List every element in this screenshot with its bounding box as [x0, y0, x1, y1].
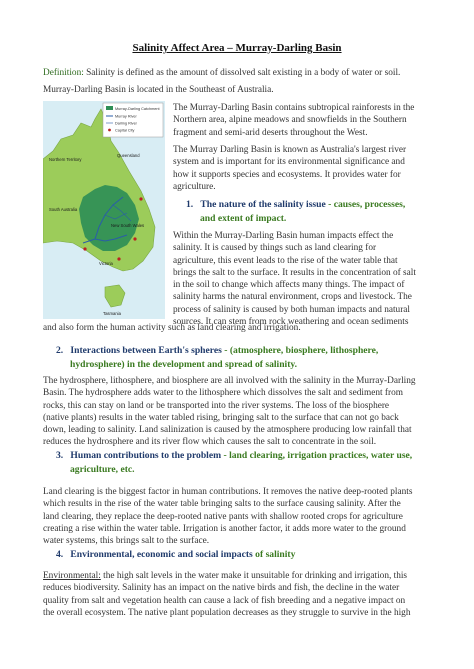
- map-label: Victoria: [99, 261, 113, 266]
- text-line: system and is important for its environmental significance and: [173, 157, 405, 168]
- section-4-paragraph: [43, 570, 410, 619]
- capital-city-dot: [117, 257, 120, 260]
- definition-text: Salinity is defined as the amount of dissolved salt existing in a body of water or soil.: [83, 68, 401, 78]
- text-line: agriculture.: [173, 181, 216, 192]
- section-title: Environmental, economic and social impacts: [70, 549, 253, 560]
- text-line: The hydrosphere, lithosphere, and biosphere are all involved with the salinity in the Murray-Darling: [43, 376, 416, 386]
- section-number: 3.: [56, 450, 64, 461]
- capital-city-dot: [139, 197, 142, 200]
- legend-swatch-capital: [108, 129, 111, 132]
- text-line: which results in the rise of the water table bringing salts to the surface causing salinity. After the: [43, 499, 401, 510]
- map-label: Queensland: [117, 153, 140, 158]
- section-2-paragraph: [43, 375, 416, 449]
- text-line: fragment and semi-arid deserts throughout the West.: [173, 127, 368, 138]
- section-3-paragraph: [43, 486, 412, 547]
- section-3-heading: [56, 449, 412, 476]
- section-subtitle: and extent of impact.: [200, 212, 287, 224]
- legend-label: Darling River: [115, 121, 137, 126]
- text-line: the high salt levels in the water make it unsuitable for drinking and irrigation, this: [100, 571, 408, 581]
- text-line: The Murray-Darling Basin contains subtropical rainforests in the: [173, 103, 415, 113]
- basin-paragraph: [173, 102, 414, 139]
- text-line: rocks, this can stay on land or be transported into the river systems. The loss of the biosphere: [43, 400, 390, 411]
- map-label: New South Wales: [111, 223, 145, 228]
- map-label: Northern Territory: [49, 157, 82, 162]
- text-line: down, leading to salinity. Land salinization is caused by the atmosphere producing low rainfall that: [43, 425, 412, 436]
- section-subtitle: - land clearing, irrigation practices, water use,: [221, 450, 413, 461]
- section-1-paragraph: [173, 230, 416, 328]
- section-subtitle: - (atmosphere, biosphere, lithosphere,: [221, 345, 379, 356]
- text-line: brings the salt to the surface. It results in the concentration of salt: [173, 267, 416, 278]
- section-subtitle: agriculture, etc.: [70, 463, 135, 475]
- definition-paragraph: [43, 67, 400, 79]
- definition-label: Definition:: [43, 68, 84, 78]
- text-line: Northern area, alpine meadows and snowfields in the Southern: [173, 115, 407, 126]
- river-paragraph: [173, 144, 406, 193]
- legend-label: Capital City: [115, 128, 135, 133]
- text-line: creating a rise within the water table. Irrigation is another factor, it adds more water to the ground: [43, 523, 406, 534]
- section-title: Human contributions to the problem: [70, 450, 222, 461]
- section-1-paragraph-end: and also form the human activity such as land clearing and irrigation.: [43, 323, 301, 333]
- section-2-heading: [56, 344, 378, 371]
- section-number: 4.: [56, 549, 64, 560]
- section-number: 1.: [186, 199, 194, 210]
- section-number: 2.: [56, 345, 64, 356]
- text-line: the overall ecosystem. The native plant population decreases as they struggle to survive in the high: [43, 607, 411, 618]
- text-line: salinity. It is caused by things such as land clearing for: [173, 243, 377, 254]
- capital-city-dot: [83, 247, 86, 250]
- section-subtitle: of salinity: [252, 549, 296, 560]
- environmental-label: Environmental:: [43, 571, 101, 581]
- page-title: Salinity Affect Area – Murray-Darling Basin: [132, 42, 342, 54]
- map-label: South Australia: [49, 207, 78, 212]
- text-line: Basin. The hydrosphere adds water to the lithosphere which dissolves the salt and sediment from: [43, 388, 404, 399]
- map-label: Tasmania: [103, 311, 121, 316]
- legend-swatch-catchment: [106, 106, 113, 110]
- text-line: in the soil to change which affects many things. The impact of: [173, 280, 405, 291]
- capital-city-dot: [133, 237, 136, 240]
- text-line: Within the Murray-Darling Basin human impacts effect the: [173, 231, 394, 241]
- murray-darling-map: [43, 101, 165, 319]
- text-line: reduces the hydrosphere and its river flow which causes the salt to concentrate in the soil.: [43, 437, 377, 448]
- text-line: salinity harms the natural environment, crops and livestock. The: [173, 292, 412, 303]
- text-line: reduces biodiversity. Salinity has an impact on the native birds and fish, the decline in the water: [43, 583, 400, 594]
- text-line: (native plants) results in the water tabled rising, bringing salt to the surface that can not go back: [43, 412, 399, 423]
- section-subtitle: - causes, processes,: [325, 199, 406, 210]
- text-line: Land clearing is the biggest factor in human contributions. It removes the native deep-rooted plants: [43, 487, 413, 497]
- section-4-heading: [56, 548, 295, 562]
- text-line: agriculture, this event leads to the rise of the water table that: [173, 255, 398, 266]
- section-1-heading: [186, 198, 405, 225]
- section-title: Interactions between Earth's spheres: [70, 345, 222, 356]
- location-paragraph: Murray-Darling Basin is located in the Southeast of Australia.: [43, 85, 274, 95]
- legend-label: Murray-Darling Catchment: [115, 107, 160, 111]
- text-line: land clearing, they replace the deep-rooted native pants with shallow rooted crops for agriculture: [43, 511, 403, 522]
- text-line: quality from salt and vegetation health can cause a lack of fish breeding and a negative impact on: [43, 595, 406, 606]
- section-title: The nature of the salinity issue: [200, 199, 326, 210]
- section-subtitle: hydrosphere) in the development and spread of salinity.: [70, 358, 298, 370]
- text-line: water systems, this brings salt to the surface.: [43, 536, 210, 547]
- text-line: The Murray Darling Basin is known as Australia's largest river: [173, 145, 407, 155]
- legend-label: Murray River: [115, 114, 137, 119]
- text-line: sources. It can stem from rock weathering and ocean sediments: [173, 317, 409, 328]
- text-line: process of salinity is caused by both human impacts and natural: [173, 304, 411, 315]
- text-line: how it supports species and ecosystems. It provides water for: [173, 169, 401, 180]
